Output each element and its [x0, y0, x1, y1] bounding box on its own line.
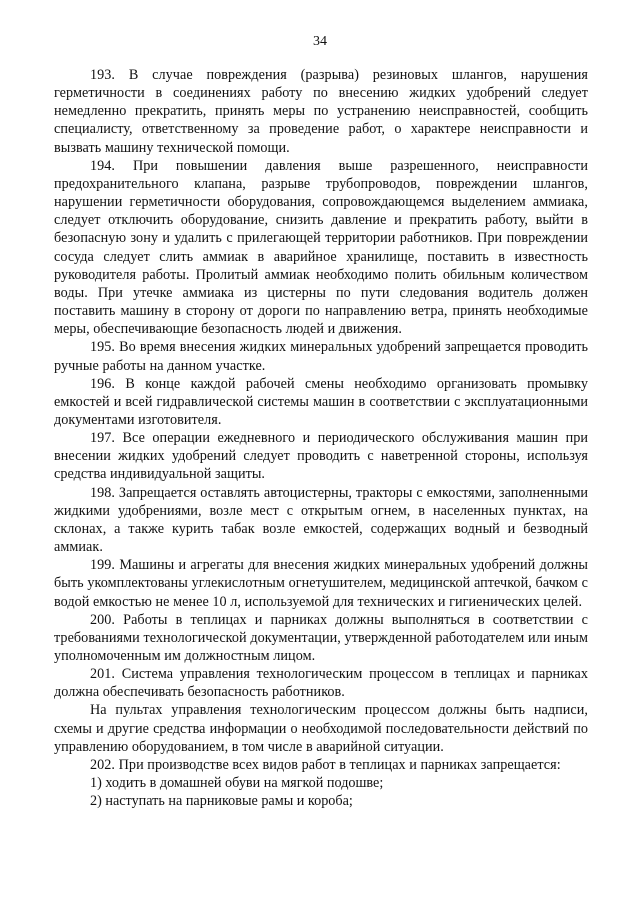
- paragraph-201: 201. Система управления технологическим процессом в теплицах и парниках должна обеспечивать безопасность работников.: [54, 666, 588, 701]
- document-body: [54, 66, 588, 810]
- paragraph-196: 196. В конце каждой рабочей смены необходимо организовать промывку емкостей и всей гидравлической системы машин в соответствии с эксплуатационными документами изготовителя.: [54, 375, 588, 428]
- paragraph-195: 195. Во время внесения жидких минеральных удобрений запрещается проводить ручные работы на данном участке.: [54, 339, 588, 374]
- list-item: 1) ходить в домашней обуви на мягкой подошве;: [90, 775, 384, 792]
- list-item: 2) наступать на парниковые рамы и короба;: [90, 793, 353, 810]
- paragraph-198: 198. Запрещается оставлять автоцистерны, тракторы с емкостями, заполненными жидкими удобрениями, возле мест с открытым огнем, в населенных пунктах, на склонах, а также курить табак возле емкостей, содержащих водный и безводный аммиак.: [54, 484, 588, 556]
- paragraph-199: 199. Машины и агрегаты для внесения жидких минеральных удобрений должны быть укомплектованы углекислотным огнетушителем, медицинской аптечкой, бачком с водой емкостью не менее 10 л, используемой для технических и гигиенических целей.: [54, 557, 588, 610]
- paragraph-197: 197. Все операции ежедневного и периодического обслуживания машин при внесении жидких удобрений следует проводить с наветренной стороны, используя средства индивидуальной защиты.: [54, 430, 588, 483]
- paragraph-193: 193. В случае повреждения (разрыва) резиновых шлангов, нарушения герметичности в соединениях работу по внесению жидких удобрений следует немедленно прекратить, принять меры по устранению неисправностей, сообщить специалисту, ответственному за проведение работ, о характере неисправности и вызвать машину технической помощи.: [54, 67, 588, 156]
- paragraph-194: 194. При повышении давления выше разрешенного, неисправности предохранительного клапана, разрыве трубопроводов, повреждении шлангов, нарушении герметичности оборудования, сопровождающемся выделением аммиака, следует отключить оборудование, снизить давление и прекратить работу, выйти в безопасную зону и удалить с прилегающей территории работников. При повреждении сосуда следует слить аммиак в аварийное хранилище, поставить в известность руководителя работы. Пролитый аммиак необходимо полить обильным количеством воды. При утечке аммиака из цистерны по пути следования водитель должен поставить машину в сторону от дороги по направлению ветра, принять необходимые меры, обеспечивающие безопасность людей и движения.: [54, 157, 588, 338]
- paragraph-201-continued: На пультах управления технологическим процессом должны быть надписи, схемы и другие средства информации о необходимой последовательности действий по управлению оборудованием, в том числе в аварийной ситуации.: [54, 702, 588, 755]
- paragraph-202: 202. При производстве всех видов работ в теплицах и парниках запрещается:: [90, 756, 561, 773]
- page-number: 34: [313, 34, 327, 49]
- paragraph-200: 200. Работы в теплицах и парниках должны выполняться в соответствии с требованиями технологической документации, утвержденной работодателем или иным уполномоченным им должностным лицом.: [54, 611, 588, 664]
